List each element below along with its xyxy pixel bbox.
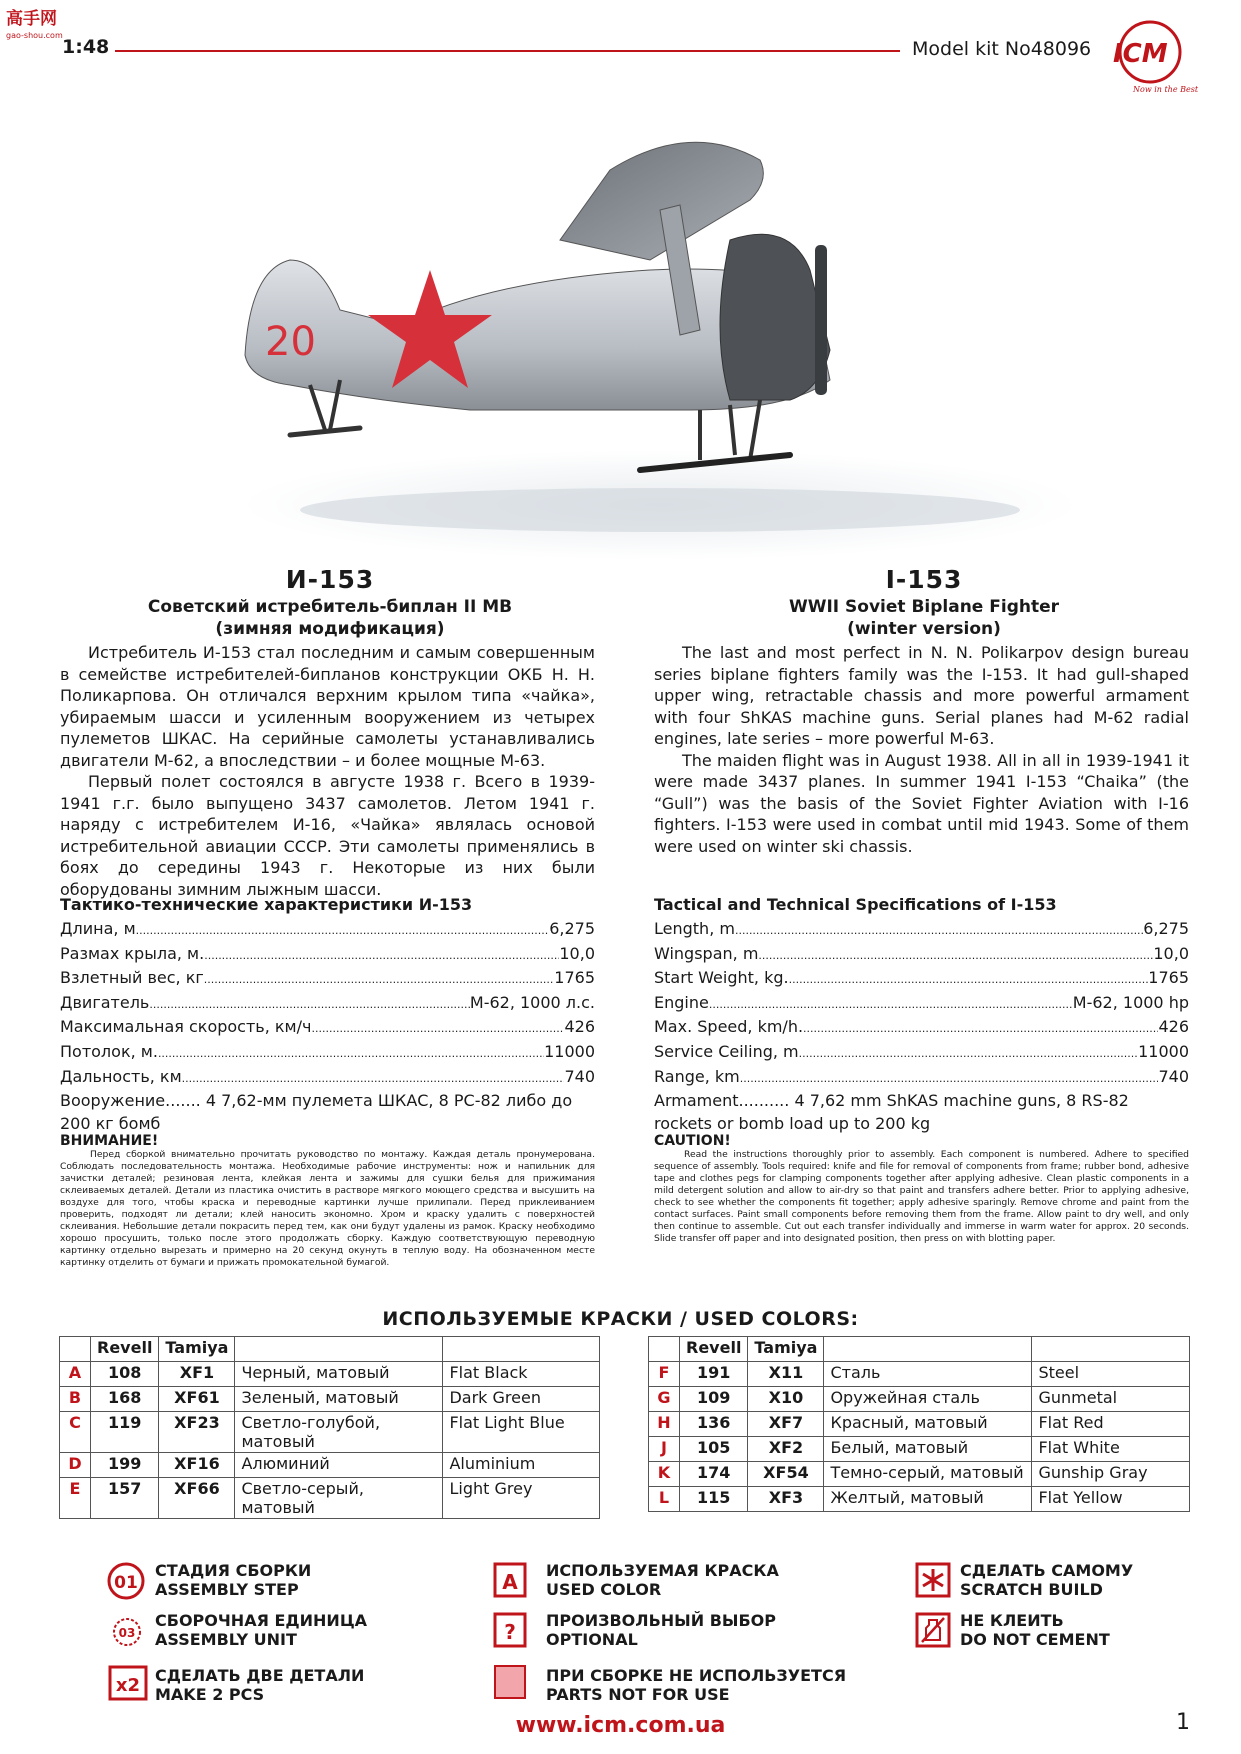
spec-armament: Armament.......... 4 7,62 mm ShKAS machine guns, 8 RS-82 rockets or bomb load up to 200 kg <box>654 1091 1129 1133</box>
header-revell: Revell <box>680 1337 748 1362</box>
table-row <box>649 1462 1190 1487</box>
spec-value: 11000 <box>1138 1041 1189 1061</box>
color-name-ru: Красный, матовый <box>824 1412 1032 1437</box>
legend-assembly-step-ru: СТАДИЯ СБОРКИ <box>155 1561 312 1580</box>
tamiya-code: XF61 <box>159 1387 235 1412</box>
legend-optional-ru: ПРОИЗВОЛЬНЫЙ ВЫБОР <box>546 1611 776 1630</box>
header-tamiya: Tamiya <box>159 1337 235 1362</box>
legend-used-color-ru: ИСПОЛЬЗУЕМАЯ КРАСКА <box>546 1561 779 1580</box>
spec-row <box>60 1016 595 1041</box>
color-name-en: Flat Red <box>1032 1412 1190 1437</box>
spec-value: 6,275 <box>1143 919 1189 938</box>
description-en-para1: The last and most perfect in N. N. Polikarpov design bureau series biplane fighters family was the I-153. It had gull-shaped upper wing, retractable chassis and more powerful armament with four ShKAS machine guns. Serial planes had M-62 radial engines, late series – more powerful M-63. <box>654 643 1189 748</box>
color-letter: F <box>649 1362 680 1387</box>
revell-code: 115 <box>680 1487 748 1512</box>
description-ru-para2: Первый полет состоялся в августе 1938 г. Всего в 1939-1941 г.г. было выпущено 3437 самолетов. Летом 1941 г. наряду с истребителем И-16, «Чайка» являлась основой истребительной авиации СССР. Эти самолеты применялись в боях до середины 1943 г. Некоторые из них были оборудованы зимним лыжным шасси. <box>60 772 595 899</box>
color-name-ru: Белый, матовый <box>824 1437 1032 1462</box>
spec-row <box>654 1066 1189 1091</box>
colors-table-left <box>59 1336 600 1519</box>
used-color-icon <box>493 1562 527 1598</box>
legend-scratch-build-en: SCRATCH BUILD <box>960 1580 1103 1599</box>
warning-ru-title: ВНИМАНИЕ! <box>60 1133 159 1149</box>
spec-row <box>654 1041 1189 1066</box>
legend-assembly-unit <box>155 1611 367 1649</box>
spec-label: Range, km <box>654 1066 740 1086</box>
spec-row <box>60 1041 595 1066</box>
warning-en <box>654 1133 1189 1245</box>
color-name-en: Gunship Gray <box>1032 1462 1190 1487</box>
color-name-en: Flat White <box>1032 1437 1190 1462</box>
legend-not-for-use-ru: ПРИ СБОРКЕ НЕ ИСПОЛЬЗУЕТСЯ <box>546 1666 847 1685</box>
spec-label: Потолок, м. <box>60 1041 158 1061</box>
color-letter: L <box>649 1487 680 1512</box>
spec-row <box>60 918 595 943</box>
color-name-en: Gunmetal <box>1032 1387 1190 1412</box>
spec-armament-value: 4 7,62-мм пулемета ШКАС, 8 РС-82 либо до 200 кг бомб <box>60 1091 573 1133</box>
warning-ru-text: Перед сборкой внимательно прочитать руководство по монтажу. Каждая деталь пронумерована. Соблюдать последовательность монтажа. Необходимые рабочие инструменты: нож и напильник для зачистки деталей; резиновая лента, клейкая лента и зажимы для сушки белья для прижимания склеиваемых деталей. Детали из пластика очистить в растворе мягкого моющего средства и высушить на воздухе для того, чтобы краска и переводные картинки лучше прилипали. Перед приклеиванием проверить, подходят ли детали; клей наносить экономно. Хром и краску удалить с поверхностей склеивания. Небольшие детали покрасить перед тем, как они будут удалены из рамок. Краску необходимо хорошо просушить, только после этого продолжать сборку. Каждую соответствующую переводную картинку отдельно вырезать и примерно на 20 секунд окунуть в теплую воду. На обозначенном месте картинку отделить от бумаги и прижать промокательной бумагой. <box>60 1149 595 1268</box>
legend-scratch-build <box>960 1561 1133 1599</box>
table-row <box>60 1453 600 1478</box>
legend-assembly-step-en: ASSEMBLY STEP <box>155 1580 299 1599</box>
tamiya-code: X11 <box>748 1362 824 1387</box>
title-ru: И-153 <box>285 565 375 594</box>
legend-make-two-ru: СДЕЛАТЬ ДВЕ ДЕТАЛИ <box>155 1666 365 1685</box>
legend-used-color <box>546 1561 779 1599</box>
table-row <box>60 1478 600 1519</box>
spec-label: Service Ceiling, m <box>654 1041 799 1061</box>
color-name-en: Flat Yellow <box>1032 1487 1190 1512</box>
header-revell: Revell <box>91 1337 159 1362</box>
spec-value: 10,0 <box>1153 943 1189 963</box>
assembly-step-icon-text: 01 <box>114 1573 138 1593</box>
make-two-icon <box>108 1665 148 1701</box>
spec-value: 740 <box>564 1066 595 1086</box>
description-en <box>654 642 1189 857</box>
footer-url[interactable]: www.icm.com.ua <box>515 1713 726 1738</box>
colors-title: ИСПОЛЬЗУЕМЫЕ КРАСКИ / USED COLORS: <box>382 1308 859 1330</box>
legend-make-two <box>155 1666 364 1704</box>
color-name-en: Aluminium <box>443 1453 600 1478</box>
header-rule <box>115 50 900 52</box>
spec-value: 6,275 <box>549 919 595 938</box>
table-row <box>649 1487 1190 1512</box>
scale-label: 1:48 <box>62 36 110 58</box>
tamiya-code: XF7 <box>748 1412 824 1437</box>
spec-label: Двигатель <box>60 992 150 1012</box>
do-not-cement-icon <box>915 1612 951 1648</box>
spec-label: Length, m <box>654 919 735 938</box>
revell-code: 105 <box>680 1437 748 1462</box>
header-tamiya: Tamiya <box>748 1337 824 1362</box>
description-ru <box>60 642 595 900</box>
color-name-ru: Зеленый, матовый <box>235 1387 443 1412</box>
legend-assembly-step <box>155 1561 311 1599</box>
spec-label: Максимальная скорость, км/ч <box>60 1017 312 1037</box>
table-row <box>649 1362 1190 1387</box>
tamiya-code: XF2 <box>748 1437 824 1462</box>
scratch-build-icon <box>915 1562 951 1598</box>
color-name-ru: Темно-серый, матовый <box>824 1462 1032 1487</box>
specs-ru <box>60 895 595 1135</box>
revell-code: 191 <box>680 1362 748 1387</box>
spec-label: Взлетный вес, кг <box>60 968 204 988</box>
aircraft-illustration <box>230 110 1090 560</box>
tamiya-code: XF16 <box>159 1453 235 1478</box>
subtitle-ru-line1: Советский истребитель-биплан II МВ <box>147 597 513 617</box>
colors-table-right <box>648 1336 1190 1512</box>
icm-logo <box>1095 16 1213 98</box>
spec-label: Размах крыла, м. <box>60 943 205 963</box>
spec-row <box>654 918 1189 943</box>
legend-optional-en: OPTIONAL <box>546 1630 638 1649</box>
tamiya-code: X10 <box>748 1387 824 1412</box>
not-for-use-icon <box>493 1664 527 1700</box>
color-letter: E <box>60 1478 91 1519</box>
spec-row <box>60 943 595 968</box>
color-name-ru: Черный, матовый <box>235 1362 443 1387</box>
color-name-ru: Алюминий <box>235 1453 443 1478</box>
model-kit-number: Model kit No48096 <box>912 38 1092 60</box>
logo-text: ICM <box>1113 39 1168 69</box>
color-letter: C <box>60 1412 91 1453</box>
color-letter: J <box>649 1437 680 1462</box>
legend-used-color-en: USED COLOR <box>546 1580 662 1599</box>
subtitle-en-line1: WWII Soviet Biplane Fighter <box>788 597 1060 617</box>
page-number: 1 <box>1176 1710 1190 1735</box>
color-letter: K <box>649 1462 680 1487</box>
subtitle-ru-line2: (зимняя модификация) <box>215 619 445 639</box>
spec-value: 426 <box>1158 1017 1189 1037</box>
color-letter: D <box>60 1453 91 1478</box>
optional-icon-text: ? <box>504 1620 516 1644</box>
make-two-icon-text: x2 <box>115 1675 141 1696</box>
table-row <box>60 1362 600 1387</box>
watermark-top-text: 高手网 <box>6 9 57 29</box>
legend-do-not-cement-en: DO NOT CEMENT <box>960 1630 1110 1649</box>
spec-label: Max. Speed, km/h. <box>654 1017 804 1037</box>
spec-value: 426 <box>564 1017 595 1037</box>
optional-icon <box>493 1612 527 1648</box>
watermark-url-text: gao-shou.com <box>6 31 63 40</box>
table-row <box>649 1387 1190 1412</box>
spec-armament-value: 4 7,62 mm ShKAS machine guns, 8 RS-82 rockets or bomb load up to 200 kg <box>654 1091 1129 1133</box>
table-row <box>649 1437 1190 1462</box>
subtitle-en-line2: (winter version) <box>847 619 1001 639</box>
spec-row <box>60 967 595 992</box>
color-name-en: Flat Black <box>443 1362 600 1387</box>
color-letter: B <box>60 1387 91 1412</box>
warning-ru <box>60 1133 595 1269</box>
logo-tagline: Now in the Best <box>1133 85 1199 94</box>
spec-value: 740 <box>1158 1066 1189 1086</box>
color-name-ru: Сталь <box>824 1362 1032 1387</box>
title-en: I-153 <box>885 565 963 594</box>
revell-code: 199 <box>91 1453 159 1478</box>
assembly-step-icon <box>106 1561 146 1601</box>
spec-row <box>60 992 595 1017</box>
color-name-en: Dark Green <box>443 1387 600 1412</box>
table-row <box>60 1387 600 1412</box>
spec-row <box>654 1016 1189 1041</box>
legend-assembly-unit-en: ASSEMBLY UNIT <box>155 1630 297 1649</box>
revell-code: 136 <box>680 1412 748 1437</box>
revell-code: 108 <box>91 1362 159 1387</box>
tamiya-code: XF3 <box>748 1487 824 1512</box>
warning-en-text: Read the instructions thoroughly prior to assembly. Each component is numbered. Adhere to specified sequence of assembly. Tools required: knife and file for removal of components from frame; rubber bond, adhesive tape and clothes pegs for clamping components together after applying adhesive. Clean plastic components in a mild detergent solution and allow to air-dry so that paint and transfers adhere better. Prior to applying adhesive, check to see whether the components fit together; apply adhesive sparingly. Remove chrome and paint from the contact surfaces. Paint small components before removing them from the frame. Allow paint to dry well, and only then continue to assemble. Cut out each transfer individually and immerse in warm water for approx. 20 seconds. Slide transfer off paper and into designated position, then press on with blotting paper. <box>654 1149 1189 1244</box>
warning-en-title: CAUTION! <box>654 1133 731 1149</box>
spec-value: 1765 <box>554 968 595 988</box>
assembly-unit-icon <box>112 1617 142 1647</box>
description-ru-para1: Истребитель И-153 стал последним и самым совершенным в семействе истребителей-бипланов конструкции ОКБ Н. Н. Поликарпова. Он отличался верхним крылом типа «чайка», убираемым шасси и усиленным вооружением из четырех пулеметов ШКАС. На серийные самолеты устанавливались двигатели М-62, а впоследствии – и более мощные М-63. <box>60 643 595 770</box>
legend-not-for-use <box>546 1666 846 1704</box>
color-name-en: Light Grey <box>443 1478 600 1519</box>
spec-row <box>654 943 1189 968</box>
tamiya-code: XF54 <box>748 1462 824 1487</box>
revell-code: 119 <box>91 1412 159 1453</box>
spec-armament: Вооружение....... 4 7,62-мм пулемета ШКАС, 8 РС-82 либо до 200 кг бомб <box>60 1091 573 1133</box>
spec-label: Дальность, км <box>60 1066 182 1086</box>
legend-make-two-en: MAKE 2 PCS <box>155 1685 265 1704</box>
table-row <box>60 1412 600 1453</box>
revell-code: 109 <box>680 1387 748 1412</box>
specs-en-title: Tactical and Technical Specifications of I-153 <box>654 895 1057 914</box>
color-name-ru: Светло-серый, матовый <box>235 1478 443 1519</box>
revell-code: 174 <box>680 1462 748 1487</box>
legend-optional <box>546 1611 776 1649</box>
spec-row <box>654 967 1189 992</box>
spec-armament-label: Вооружение <box>60 1091 166 1111</box>
subtitle-en <box>654 596 1194 640</box>
spec-row <box>60 1066 595 1091</box>
used-color-icon-text: A <box>502 1570 518 1594</box>
spec-value: 10,0 <box>559 943 595 963</box>
color-name-en: Flat Light Blue <box>443 1412 600 1453</box>
color-name-ru: Светло-голубой, матовый <box>235 1412 443 1453</box>
color-name-en: Steel <box>1032 1362 1190 1387</box>
legend-do-not-cement <box>960 1611 1110 1649</box>
spec-value: M-62, 1000 hp <box>1072 992 1189 1012</box>
revell-code: 168 <box>91 1387 159 1412</box>
color-letter: G <box>649 1387 680 1412</box>
specs-en <box>654 895 1189 1135</box>
spec-label: Engine <box>654 992 709 1012</box>
description-en-para2: The maiden flight was in August 1938. All in all in 1939-1941 it were made 3437 planes. In summer 1941 I-153 “Chaika” (the “Gull”) was the basis of the Soviet Fighter Aviation with I-16 fighters. I-153 were used in combat until mid 1943. Some of them were used on winter ski chassis. <box>654 750 1189 856</box>
subtitle-ru <box>60 596 600 640</box>
legend-do-not-cement-ru: НЕ КЛЕИТЬ <box>960 1611 1064 1630</box>
tamiya-code: XF1 <box>159 1362 235 1387</box>
legend-assembly-unit-ru: СБОРОЧНАЯ ЕДИНИЦА <box>155 1611 368 1630</box>
spec-label: Длина, м <box>60 919 136 938</box>
tamiya-code: XF66 <box>159 1478 235 1519</box>
spec-value: М-62, 1000 л.с. <box>469 992 595 1012</box>
legend-scratch-build-ru: СДЕЛАТЬ САМОМУ <box>960 1561 1134 1580</box>
revell-code: 157 <box>91 1478 159 1519</box>
side-number: 20 <box>265 319 316 365</box>
spec-armament-label: Armament <box>654 1091 739 1111</box>
legend-not-for-use-en: PARTS NOT FOR USE <box>546 1685 730 1704</box>
spec-value: 1765 <box>1148 968 1189 988</box>
color-letter: H <box>649 1412 680 1437</box>
spec-label: Start Weight, kg. <box>654 968 789 988</box>
spec-value: 11000 <box>544 1041 595 1061</box>
specs-ru-title: Тактико-технические характеристики И-153 <box>60 895 473 914</box>
tamiya-code: XF23 <box>159 1412 235 1453</box>
color-letter: A <box>60 1362 91 1387</box>
color-name-ru: Желтый, матовый <box>824 1487 1032 1512</box>
spec-row <box>654 992 1189 1017</box>
color-name-ru: Оружейная сталь <box>824 1387 1032 1412</box>
spec-label: Wingspan, m <box>654 943 759 963</box>
table-row <box>649 1412 1190 1437</box>
assembly-unit-icon-text: 03 <box>118 1626 136 1640</box>
